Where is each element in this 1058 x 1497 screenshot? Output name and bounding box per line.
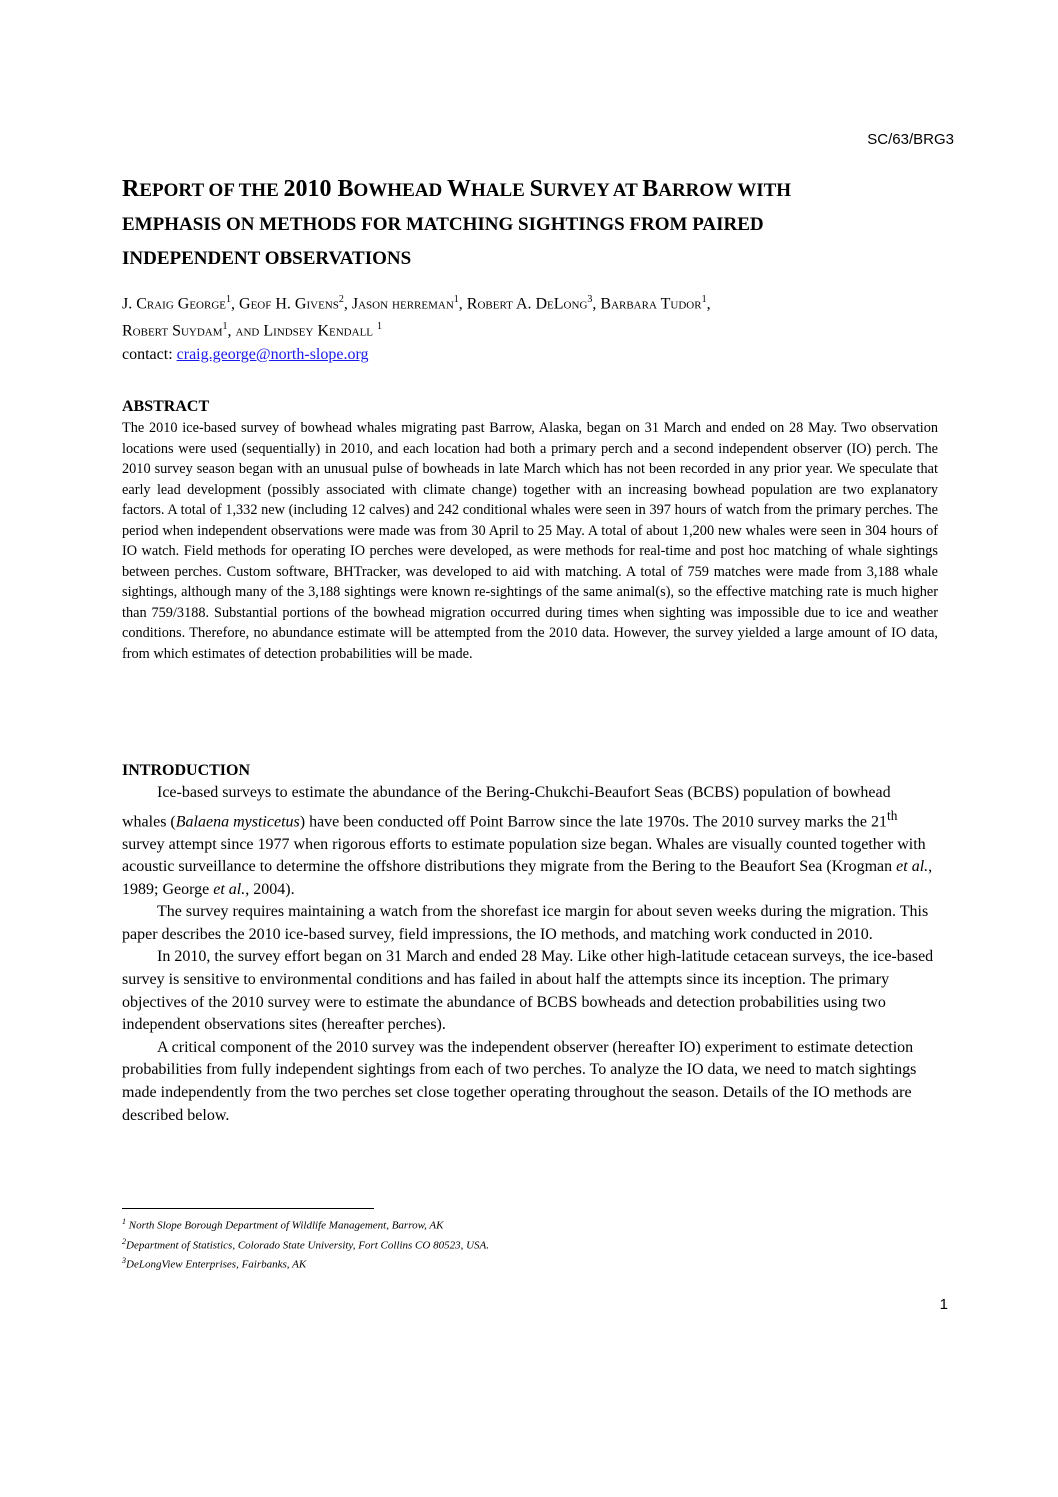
title-line-2: EMPHASIS ON METHODS FOR MATCHING SIGHTINGS FROM PAIRED [122,214,764,235]
page-number: 1 [939,1296,948,1313]
affiliation-mark: 1 [453,294,459,305]
intro-paragraph-3: In 2010, the survey effort began on 31 March and ended 28 May. Like other high-latitude cetacean surveys, the ice-based survey is sensitive to environmental conditions and has failed in about half the attempts since its inception. The primary objectives of the 2010 survey were to estimate the abundance of BCBS bowheads and detection probabilities using two independent observations sites (hereafter perches). [122,948,934,1034]
author: Robert A. DeLong [466,295,588,313]
title-line-1: REPORT OF THE 2010 BOWHEAD WHALE SURVEY AT BARROW WITH [122,176,792,202]
document-id: SC/63/BRG3 [867,131,954,148]
footnotes [122,1214,489,1273]
author-list: J. Craig George$^1$, Geof H. Givens$^2$, Jason herreman$^1$, Robert A. DeLong$^3$, Barbara Tudor$^1$, Robert Suydam$^1$, and Lindsey Kendall $^1$ contact: craig.george@north-slope.org [122,294,711,363]
abstract-heading: ABSTRACT [122,398,210,415]
affiliation-mark: 1 [226,294,232,305]
abstract-section [122,398,938,664]
author: and Lindsey Kendall [235,322,374,340]
affiliation-mark: 1 [222,321,228,333]
title-line-3: INDEPENDENT OBSERVATIONS [122,248,412,269]
author: J. Craig George [122,295,227,313]
species-name: Balaena mysticetus [175,812,300,830]
author: Geof H. Givens [239,295,339,313]
footnote: $^2$Department of Statistics, Colorado State University, Fort Collins CO 80523, USA. [122,1236,489,1252]
affiliation-mark: 3 [587,294,593,305]
paper-title [122,172,942,276]
footnote: $^1$ North Slope Borough Department of Wildlife Management, Barrow, AK [122,1217,444,1232]
author: Barbara Tudor [600,295,702,313]
intro-paragraph-2: The survey requires maintaining a watch from the shorefast ice margin for about seven weeks during the migration. This paper describes the 2010 ice-based survey, field impressions, the IO methods, and matching work conducted in 2010. [122,903,929,943]
contact-email-link[interactable]: craig.george@north-slope.org [176,345,369,363]
author: Jason herreman [351,295,454,313]
introduction-section [122,762,938,1127]
introduction-heading: INTRODUCTION [122,762,251,779]
affiliation-mark: 1 [701,294,707,305]
footnote: $^3$DeLongView Enterprises, Fairbanks, AK [122,1256,307,1271]
footnote-divider [122,1208,374,1209]
contact-label: contact: [122,345,173,363]
affiliation-mark: 1 [377,321,383,333]
abstract-text: The 2010 ice-based survey of bowhead whales migrating past Barrow, Alaska, began on 31 March and ended on 28 May. Two observation locations were used (sequentially) in 2010, and each location had both a primary perch and a second independent observer (IO) perch. The 2010 survey season began with an unusual pulse of bowheads in late March which has not been recorded in any prior year. We speculate that early lead development (possibly associated with climate change) together with an increasing bowhead population are two explanatory factors. A total of 1,332 new (including 12 calves) and 242 conditional whales were seen in 397 hours of watch from the primary perches. The period when independent observations were made was from 30 April to 25 May. A total of about 1,200 new whales were seen in 304 hours of IO watch. Field methods for operating IO perches were developed, as were methods for real-time and post hoc matching of whale sightings between perches. Custom software, BHTracker, was developed to aid with matching. A total of 759 matches were made from 3,188 whale sightings, although many of the 3,188 sightings were known re-sightings of the same animal(s), so the effective matching rate is much higher than 759/3188. Substantial portions of the bowhead migration occurred during times when sighting was impossible due to ice and weather conditions. Therefore, no abundance estimate will be attempted from the 2010 data. However, the survey yielded a large amount of IO data, from which estimates of detection probabilities will be made. [122,420,938,662]
intro-paragraph-4: A critical component of the 2010 survey was the independent observer (hereafter IO) experiment to estimate detection probabilities from fully independent sightings from each of two perches. To analyze the IO data, we need to match sightings made independently from the two perches set close together operating throughout the season. Details of the IO methods are described below. [122,1038,917,1124]
affiliation-mark: 2 [338,294,344,305]
author: Robert Suydam [122,322,223,340]
intro-paragraph-1: Ice-based surveys to estimate the abundance of the Bering-Chukchi-Beaufort Seas (BCBS) population of bowhead whales (Balaena mysticetus) have been conducted off Point Barrow since the late 1970s. The 2010 survey marks the 21th survey attempt since 1977 when rigorous efforts to estimate population size began. Whales are visually counted together with acoustic surveillance to determine the offshore distributions they migrate from the Bering to the Beaufort Sea (Krogman et al., 1989; George et al., 2004). [122,784,933,898]
